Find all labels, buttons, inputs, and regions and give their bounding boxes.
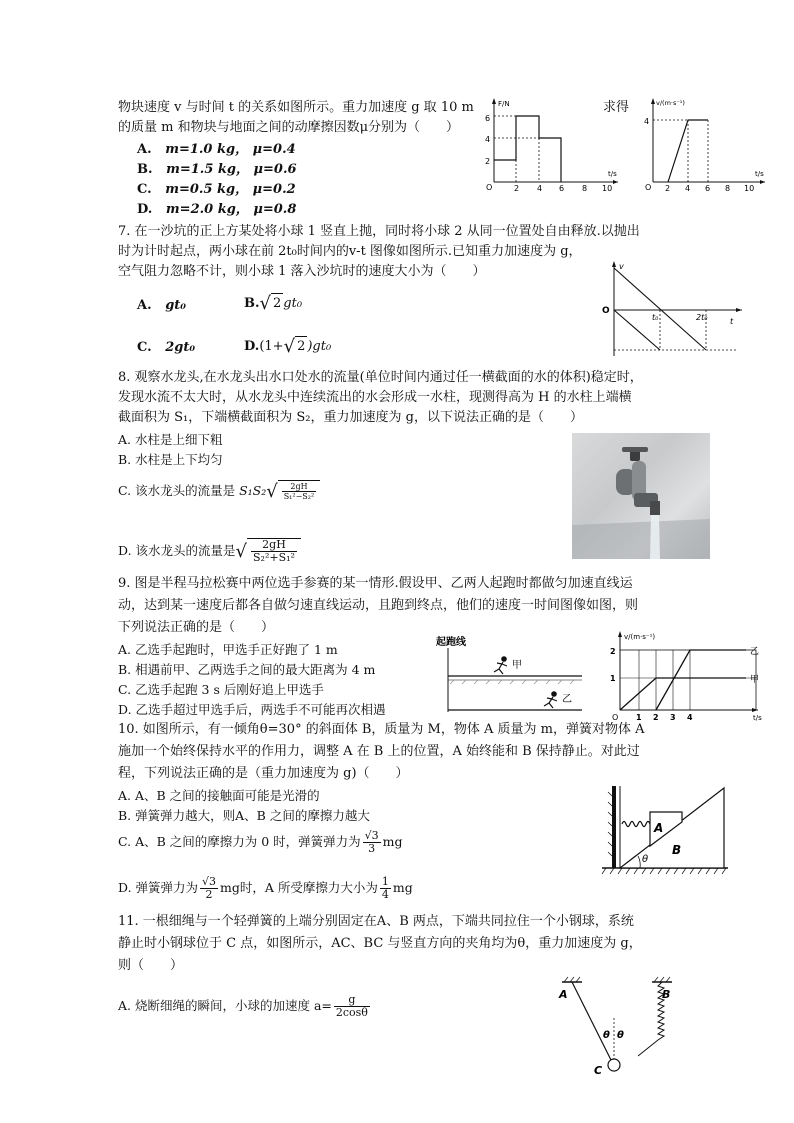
q7-xlabel: t — [730, 317, 734, 326]
q7-line3: 空气阻力忽略不计，则小球 1 落入沙坑时的速度大小为（ ） — [118, 264, 486, 279]
q9-line2: 动，达到某一速度后都各自做匀速直线运动，且跑到终点，他们的速度一时间图像如图，则 — [118, 598, 639, 613]
q6-v-ylabel: v/(m·s⁻¹) — [656, 99, 685, 107]
spring-icon — [622, 822, 650, 827]
q11-label-c: C — [594, 1064, 603, 1077]
q9-race-scene — [432, 632, 588, 718]
q6-f-xtick-4: 4 — [537, 184, 543, 193]
q6-option-d: D. m=2.0 kg， μ=0.8 — [137, 202, 297, 217]
faucet-photo — [572, 433, 710, 559]
q6-f-xtick-8: 8 — [582, 184, 588, 193]
q9-series-jia: 甲 — [750, 675, 760, 685]
q6-f-ytick-4: 4 — [485, 135, 491, 144]
q10-label-b: B — [672, 843, 682, 857]
q10-incline-figure — [600, 782, 732, 878]
q7-option-c: C. 2gt₀ — [137, 340, 196, 355]
q11-line1: 11. 一根细绳与一个轻弹簧的上端分别固定在A、B 两点，下端共同拉住一个小钢球，系统 — [118, 914, 634, 929]
q7-option-b: B.√ 2 gt₀ — [244, 292, 303, 314]
runner-jia-label: 甲 — [512, 660, 522, 671]
q8-line1: 8. 观察水龙头,在水龙头出水口处水的流量(单位时间内通过任一横截面的水的体积)稳定时， — [118, 370, 643, 385]
q6-v-xtick-4: 4 — [685, 184, 691, 193]
q11-theta-left: θ — [603, 1030, 610, 1041]
sqrt-sign-icon: √ — [266, 480, 278, 502]
q6-option-a: A. m=1.0 kg， μ=0.4 — [137, 142, 296, 157]
q9-velocity-time-graph — [606, 628, 768, 722]
q9-option-c: C. 乙选手起跑 3 s 后刚好追上甲选手 — [118, 682, 324, 697]
q10-option-d: D. 弹簧弹力为 $\frac{√3}{2}$ mg时，A 所受摩擦力大小为 $\frac{1}{4}$ mg — [118, 875, 413, 901]
q10-label-a: A — [654, 821, 664, 835]
q9-option-b: B. 相遇前甲、乙两选手之间的最大距离为 4 m — [118, 662, 376, 677]
q6-v-xlabel: t/s — [755, 170, 764, 178]
runner-yi-icon — [544, 692, 557, 708]
q7-ylabel: v — [619, 262, 624, 271]
q8-option-b: B. 水柱是上下均匀 — [118, 452, 223, 467]
q6-force-time-graph — [482, 94, 622, 194]
q6-v-xtick-8: 8 — [725, 184, 731, 193]
q10-line2: 施加一个始终保持水平的作用力，调整 A 在 B 上的位置，A 始终能和 B 保持静止。对此过 — [118, 744, 640, 759]
sqrt-sign-icon: √ — [283, 335, 296, 357]
q9-line1: 9. 图是半程马拉松赛中两位选手参赛的某一情形.假设甲、乙两人起跑时都做匀加速直线运 — [118, 576, 633, 591]
q9-xtick-3: 3 — [670, 713, 676, 722]
q9-line3: 下列说法正确的是（ ） — [118, 620, 275, 635]
q6-f-ytick-2: 2 — [485, 157, 491, 166]
q8-line2: 发现水流不太大时，从水龙头中连续流出的水会形成一水柱，现测得高为 H 的水柱上端横 — [118, 390, 632, 405]
q7-origin: O — [602, 306, 610, 316]
q7-velocity-time-graph — [596, 258, 746, 358]
q10-line3: 程，下列说法正确的是（重力加速度为 g)（ ） — [118, 766, 409, 781]
spring-icon — [638, 982, 664, 1056]
q6-v-xtick-6: 6 — [705, 184, 711, 193]
q6-velocity-time-graph — [641, 94, 769, 194]
q6-line1-tail: 求得 — [603, 100, 630, 115]
q11-string-spring-figure — [556, 974, 686, 1078]
q6-f-xlabel: t/s — [608, 170, 617, 178]
q6-f-ytick-6: 6 — [485, 114, 491, 123]
sqrt-sign-icon: √ — [235, 540, 248, 562]
q7-line2: 时为计时起点，两小球在前 2t₀时间内的v-t 图像如图所示.已知重力加速度为 g， — [118, 244, 582, 259]
q9-xtick-2: 2 — [653, 713, 659, 722]
q6-f-xtick-10: 10 — [602, 184, 613, 193]
q7-t0-label: t₀ — [652, 313, 659, 322]
q6-v-xtick-10: 10 — [744, 184, 755, 193]
q11-option-a: A. 烧断细绳的瞬间，小球的加速度 a= $\frac{g}{2\cos\theta}$ — [118, 993, 368, 1019]
q6-v-origin: O — [645, 183, 652, 192]
q9-series-yi: 乙 — [750, 647, 760, 657]
runner-jia-icon — [494, 657, 507, 674]
q8-line3: 截面积为 S₁，下端横截面积为 S₂，重力加速度为 g，以下说法正确的是（ ） — [118, 410, 583, 425]
steel-ball-icon — [608, 1059, 620, 1071]
q10-option-a: A. A、B 之间的接触面可能是光滑的 — [118, 788, 320, 803]
q6-f-xtick-6: 6 — [559, 184, 565, 193]
start-line-label: 起跑线 — [436, 637, 466, 648]
q8-option-d: D. 该水龙头的流量是√ $\frac{2gH}{\text{S₂²+S₁²}}$ — [118, 538, 301, 564]
q9-ylabel: v/(m·s⁻¹) — [624, 633, 656, 641]
q6-line1: 物块速度 v 与时间 t 的关系如图所示。重力加速度 g 取 10 m — [118, 100, 474, 115]
q8-option-a: A. 水柱是上细下粗 — [118, 432, 223, 447]
q6-line2: 的质量 m 和物块与地面之间的动摩擦因数μ分别为（ ） — [118, 120, 460, 135]
q9-option-a: A. 乙选手起跑时，甲选手正好跑了 1 m — [118, 642, 338, 657]
sqrt-sign-icon: √ — [259, 292, 271, 314]
q9-xtick-4: 4 — [687, 713, 693, 722]
q10-option-c: C. A、B 之间的摩擦力为 0 时，弹簧弹力为 $\frac{√3}{3}$ mg — [118, 829, 403, 855]
q10-option-b: B. 弹簧弹力越大，则A、B 之间的摩擦力越大 — [118, 808, 370, 823]
q10-line1: 10. 如图所示，有一倾角θ=30° 的斜面体 B，质量为 M，物体 A 质量为 m，弹簧对物体 A — [118, 722, 645, 737]
q6-option-b: B. m=1.5 kg， μ=0.6 — [137, 162, 297, 177]
q11-label-b: B — [662, 988, 671, 1001]
q11-line3: 则（ ） — [118, 958, 184, 973]
q9-ytick-2: 2 — [610, 647, 616, 656]
runner-yi-label: 乙 — [562, 694, 572, 705]
q11-label-a: A — [559, 988, 568, 1001]
q6-option-c: C. m=0.5 kg， μ=0.2 — [137, 182, 296, 197]
q7-option-d: D.(1+√ 2 )gt₀ — [244, 335, 332, 357]
q6-f-xtick-2: 2 — [514, 184, 520, 193]
q9-origin: O — [612, 713, 619, 722]
q6-f-origin: O — [486, 183, 493, 192]
q7-2t0-label: 2t₀ — [696, 313, 708, 322]
q8-option-c: C. 该水龙头的流量是 S₁S₂√ $\frac{2gH}{\text{S₁²−S₂²}}$ — [118, 480, 320, 501]
q9-xtick-1: 1 — [636, 713, 642, 722]
q9-ytick-1: 1 — [610, 674, 616, 683]
q9-xlabel: t/s — [753, 714, 762, 722]
q6-f-ylabel: F/N — [498, 100, 510, 108]
q7-option-a: A. gt₀ — [137, 298, 186, 313]
q10-theta: θ — [642, 854, 649, 865]
faucet-icon — [572, 433, 710, 559]
q11-theta-right: θ — [617, 1030, 624, 1041]
q6-v-xtick-2: 2 — [665, 184, 671, 193]
q6-v-ytick-4: 4 — [644, 117, 650, 126]
q7-line1: 7. 在一沙坑的正上方某处将小球 1 竖直上抛，同时将小球 2 从同一位置处自由释放.以抛出 — [118, 224, 640, 239]
q11-line2: 静止时小钢球位于 C 点，如图所示，AC、BC 与竖直方向的夹角均为θ，重力加速度为 g， — [118, 936, 642, 951]
q9-option-d: D. 乙选手超过甲选手后，两选手不可能再次相遇 — [118, 702, 386, 717]
